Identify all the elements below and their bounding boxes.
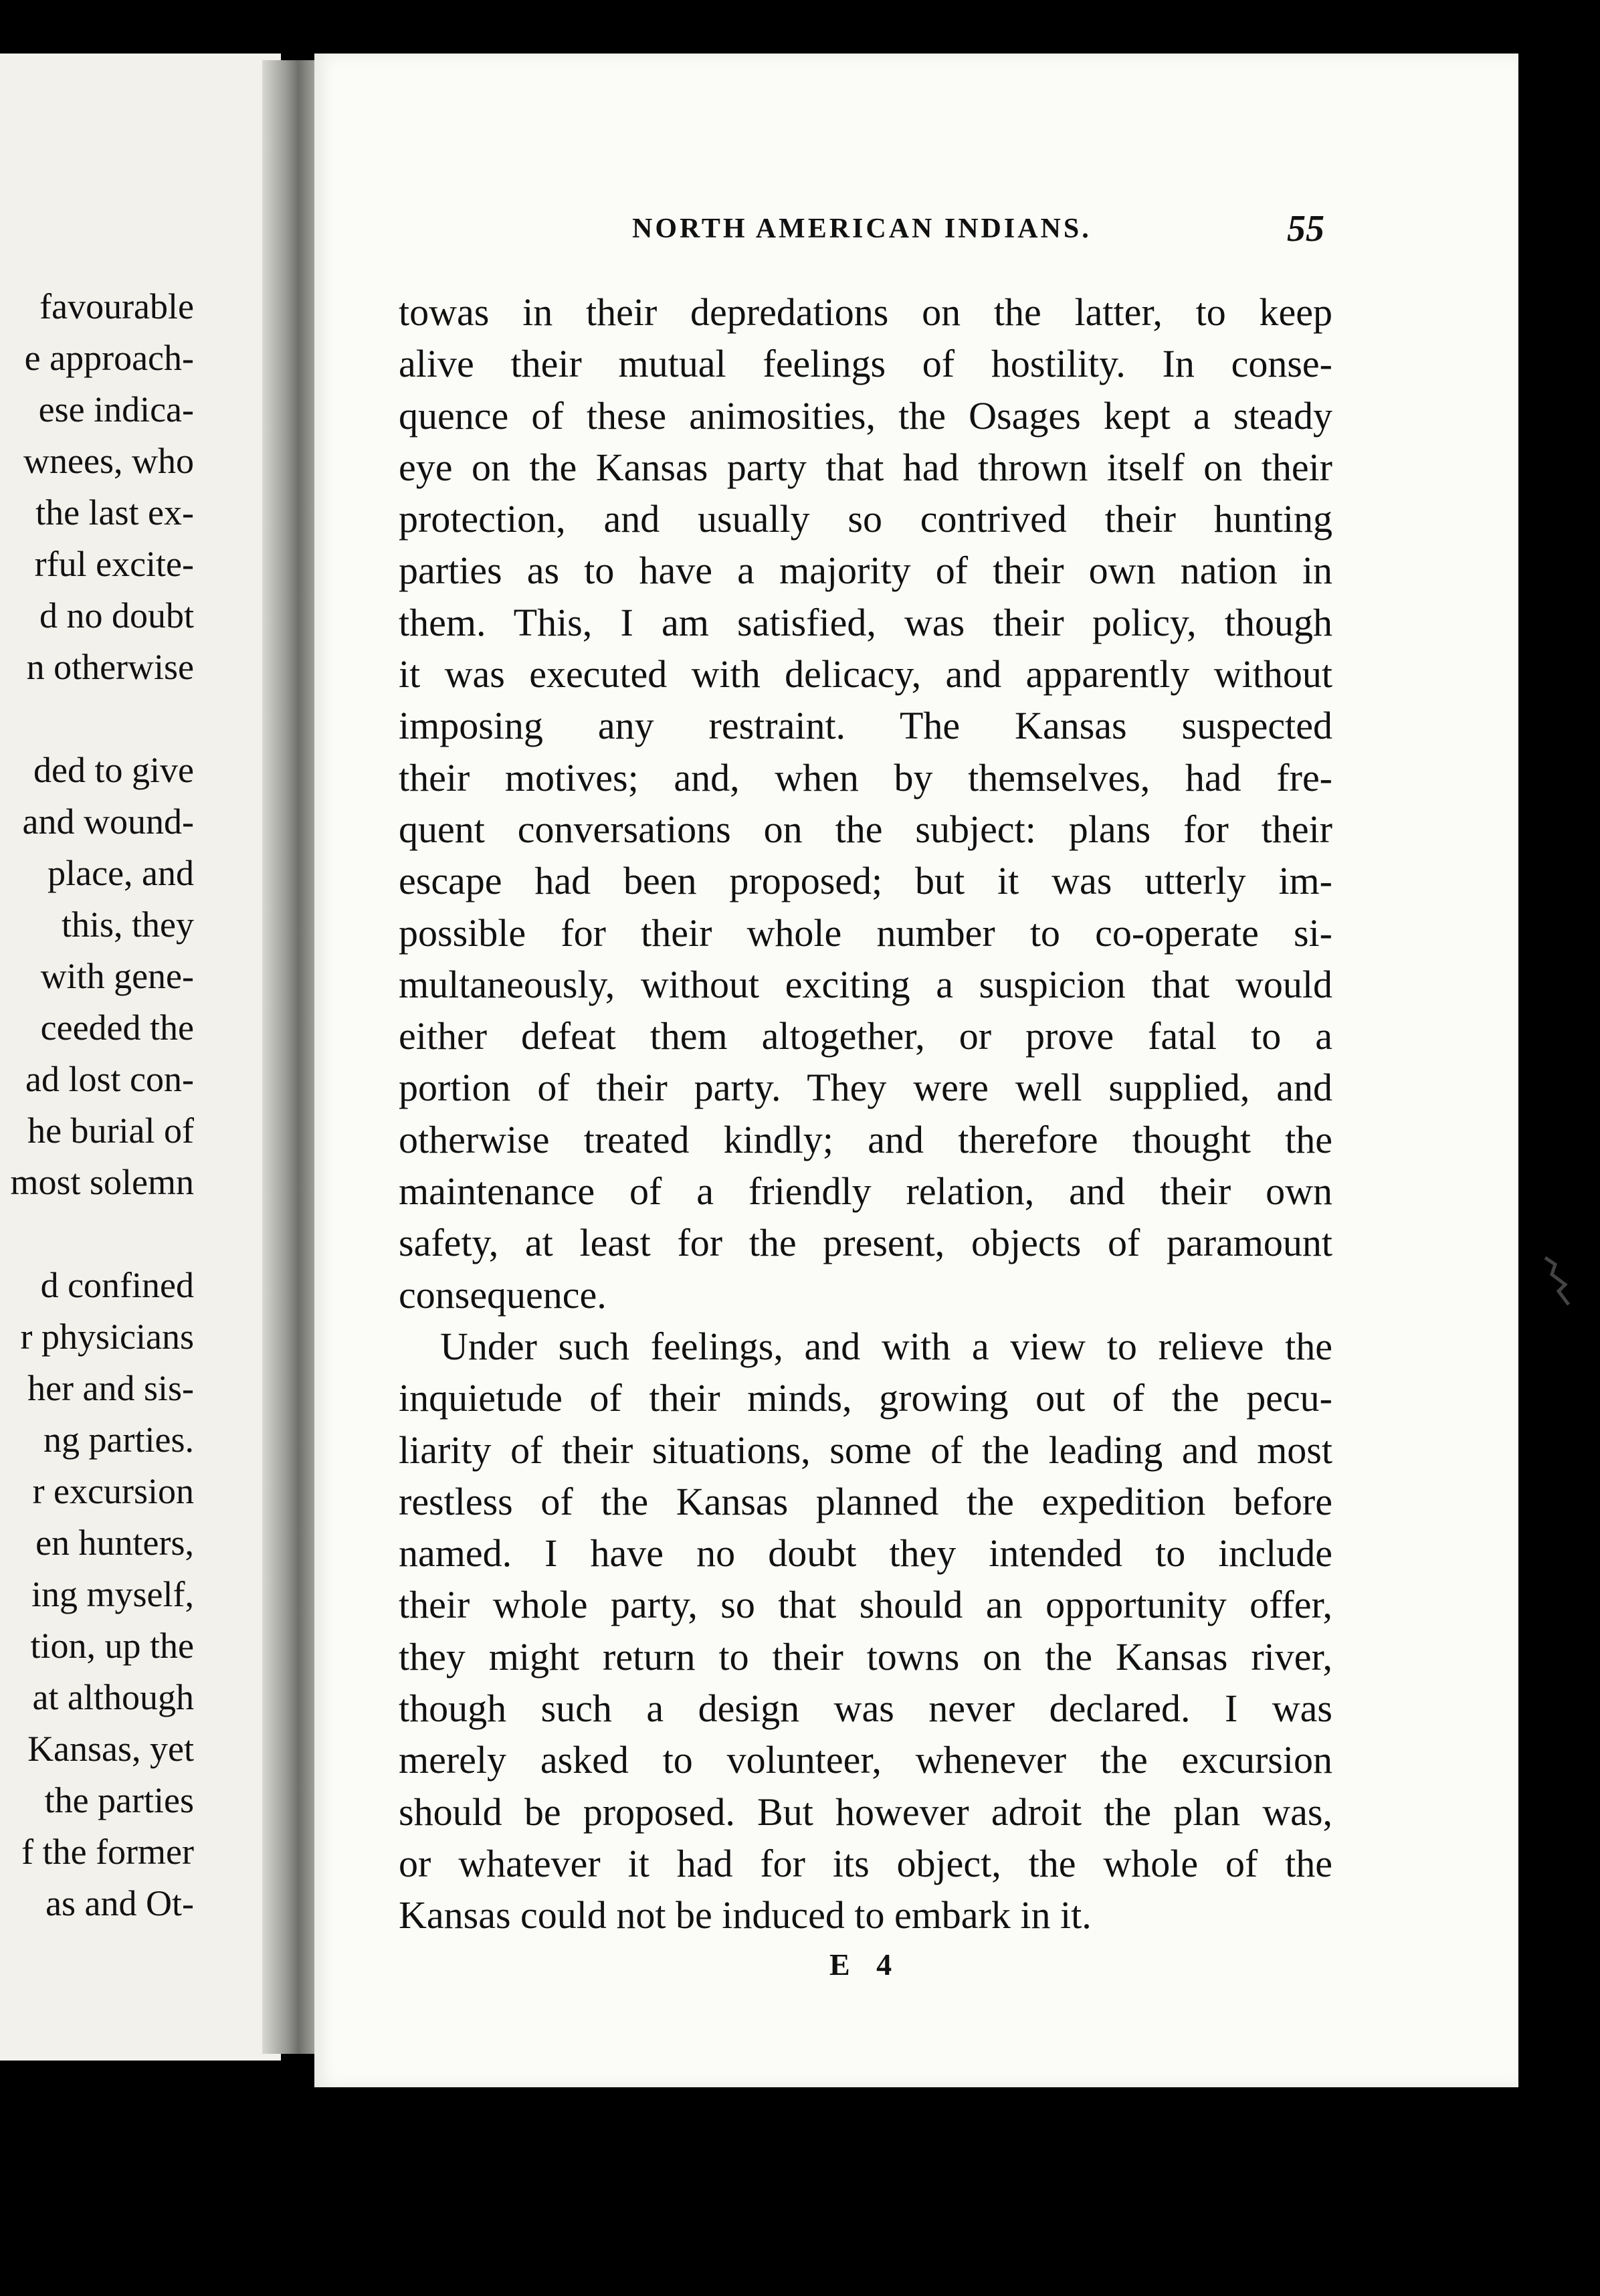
text-line: merely asked to volunteer, whenever the excursion: [399, 1738, 1332, 1782]
margin-speck: [1538, 1251, 1579, 1311]
left-line: r excursion: [32, 1471, 194, 1511]
left-line: this, they: [62, 904, 194, 945]
text-line: their motives; and, when by themselves, had fre-: [399, 755, 1332, 799]
text-line: restless of the Kansas planned the expedition before: [399, 1479, 1332, 1523]
left-line: d no doubt: [39, 595, 194, 636]
page-number: 55: [1287, 208, 1324, 250]
text-line: though such a design was never declared. I was: [399, 1687, 1332, 1731]
text-line: inquietude of their minds, growing out of the pecu-: [399, 1376, 1332, 1420]
text-line: escape had been proposed; but it was utterly im-: [399, 859, 1332, 903]
left-line: the last ex-: [35, 492, 194, 533]
left-line-blank: [0, 1208, 194, 1260]
text-line: they might return to their towns on the Kansas river,: [399, 1634, 1332, 1679]
text-line: alive their mutual feelings of hostility. In conse-: [399, 342, 1332, 386]
text-line: multaneously, without exciting a suspicion that would: [399, 962, 1332, 1006]
text-line: quence of these animosities, the Osages kept a steady: [399, 393, 1332, 438]
text-line: maintenance of a friendly relation, and their own: [399, 1169, 1332, 1214]
text-line: quent conversations on the subject: plans for their: [399, 807, 1332, 851]
left-line: n otherwise: [26, 647, 194, 687]
text-line: named. I have no doubt they intended to include: [399, 1531, 1332, 1575]
text-line: it was executed with delicacy, and apparently without: [399, 652, 1332, 696]
text-line: their whole party, so that should an opportunity offer,: [399, 1583, 1332, 1627]
left-line: wnees, who: [23, 441, 194, 481]
text-line: towas in their depredations on the latter, to keep: [399, 290, 1332, 334]
text-line-paragraph-start: Under such feelings, and with a view to relieve the: [440, 1324, 1332, 1368]
text-line: or whatever it had for its object, the whole of the: [399, 1841, 1332, 1885]
left-line: Kansas, yet: [27, 1729, 194, 1769]
text-line-paragraph-end: consequence.: [399, 1272, 607, 1317]
left-line: e approach-: [24, 338, 194, 378]
left-line: f the former: [21, 1832, 194, 1872]
left-page-text: [0, 281, 194, 1929]
left-line: her and sis-: [27, 1368, 194, 1408]
text-line: safety, at least for the present, objects of paramount: [399, 1221, 1332, 1265]
left-line: en hunters,: [35, 1523, 194, 1563]
text-line: imposing any restraint. The Kansas suspected: [399, 704, 1332, 748]
text-line: should be proposed. But however adroit the plan was,: [399, 1790, 1332, 1834]
left-line: favourable: [39, 286, 194, 326]
body-text: [399, 286, 1332, 1941]
left-line: most solemn: [10, 1162, 194, 1202]
left-line: with gene-: [40, 956, 194, 996]
left-line: d confined: [40, 1265, 194, 1305]
left-line: tion, up the: [30, 1626, 194, 1666]
left-line: the parties: [44, 1780, 194, 1820]
left-line: ded to give: [33, 750, 194, 790]
left-line: and wound-: [22, 801, 194, 842]
left-line: ad lost con-: [25, 1059, 194, 1099]
text-line: otherwise treated kindly; and therefore thought the: [399, 1117, 1332, 1161]
left-line: r physicians: [20, 1317, 194, 1357]
left-line: ing myself,: [31, 1574, 194, 1614]
left-line: ese indica-: [38, 389, 194, 429]
text-line: liarity of their situations, some of the leading and most: [399, 1428, 1332, 1472]
running-title: NORTH AMERICAN INDIANS.: [632, 213, 1092, 244]
book-gutter-shadow: [262, 60, 322, 2054]
running-head: [314, 208, 1324, 253]
left-line-blank: [0, 693, 194, 745]
text-line: them. This, I am satisfied, was their policy, though: [399, 600, 1332, 644]
text-line: protection, and usually so contrived their hunting: [399, 497, 1332, 541]
left-facing-page: [0, 54, 281, 2061]
signature-mark: E 4: [829, 1947, 902, 1982]
text-line: eye on the Kansas party that had thrown itself on their: [399, 445, 1332, 489]
text-line: possible for their whole number to co-operate si-: [399, 911, 1332, 955]
left-line: place, and: [47, 853, 194, 893]
text-line: parties as to have a majority of their own nation in: [399, 549, 1332, 593]
text-line: either defeat them altogether, or prove fatal to a: [399, 1014, 1332, 1058]
left-line: he burial of: [27, 1111, 194, 1151]
left-line: ceeded the: [40, 1008, 194, 1048]
left-line: as and Ot-: [45, 1883, 194, 1923]
left-line: at although: [32, 1677, 194, 1717]
left-line: ng parties.: [43, 1420, 194, 1460]
left-line: rful excite-: [34, 544, 194, 584]
text-line: portion of their party. They were well supplied, and: [399, 1066, 1332, 1110]
text-line-paragraph-end: Kansas could not be induced to embark in it.: [399, 1893, 1092, 1937]
